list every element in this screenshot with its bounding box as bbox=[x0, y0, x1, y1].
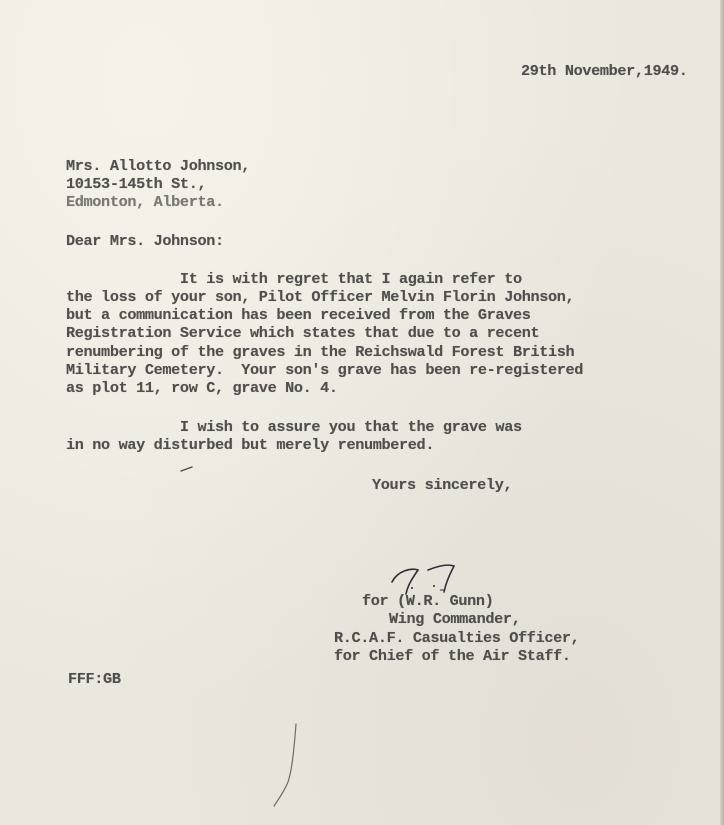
page-edge bbox=[720, 0, 724, 825]
signatory-on-behalf: for Chief of the Air Staff. bbox=[334, 647, 571, 665]
recipient-name: Mrs. Allotto Johnson, bbox=[66, 157, 251, 175]
body-line: It is with regret that I again refer to bbox=[66, 270, 522, 288]
body-line: I wish to assure you that the grave was bbox=[66, 418, 522, 436]
closing: Yours sincerely, bbox=[372, 476, 513, 494]
recipient-city: Edmonton, Alberta. bbox=[66, 193, 224, 211]
stray-mark bbox=[180, 465, 194, 473]
body-line: in no way disturbed but merely renumbered. bbox=[66, 436, 435, 454]
body-line: but a communication has been received from the Graves bbox=[66, 306, 531, 324]
signatory-rank: Wing Commander, bbox=[389, 610, 521, 628]
body-line: renumbering of the graves in the Reichswald Forest British bbox=[66, 343, 575, 361]
letter-date: 29th November,1949. bbox=[521, 62, 688, 80]
reference-initials: FFF:GB bbox=[68, 670, 121, 688]
body-line: the loss of your son, Pilot Officer Melvin Florin Johnson, bbox=[66, 288, 575, 306]
body-line: Registration Service which states that due to a recent bbox=[66, 324, 540, 342]
pencil-stroke bbox=[268, 720, 308, 810]
body-line: Military Cemetery. Your son's grave has been re-registered bbox=[66, 361, 584, 379]
signed-for: for (W.R. Gunn) bbox=[362, 592, 494, 610]
signatory-title: R.C.A.F. Casualties Officer, bbox=[334, 629, 580, 647]
salutation: Dear Mrs. Johnson: bbox=[66, 232, 224, 250]
body-line: as plot 11, row C, grave No. 4. bbox=[66, 379, 338, 397]
recipient-street: 10153-145th St., bbox=[66, 175, 207, 193]
